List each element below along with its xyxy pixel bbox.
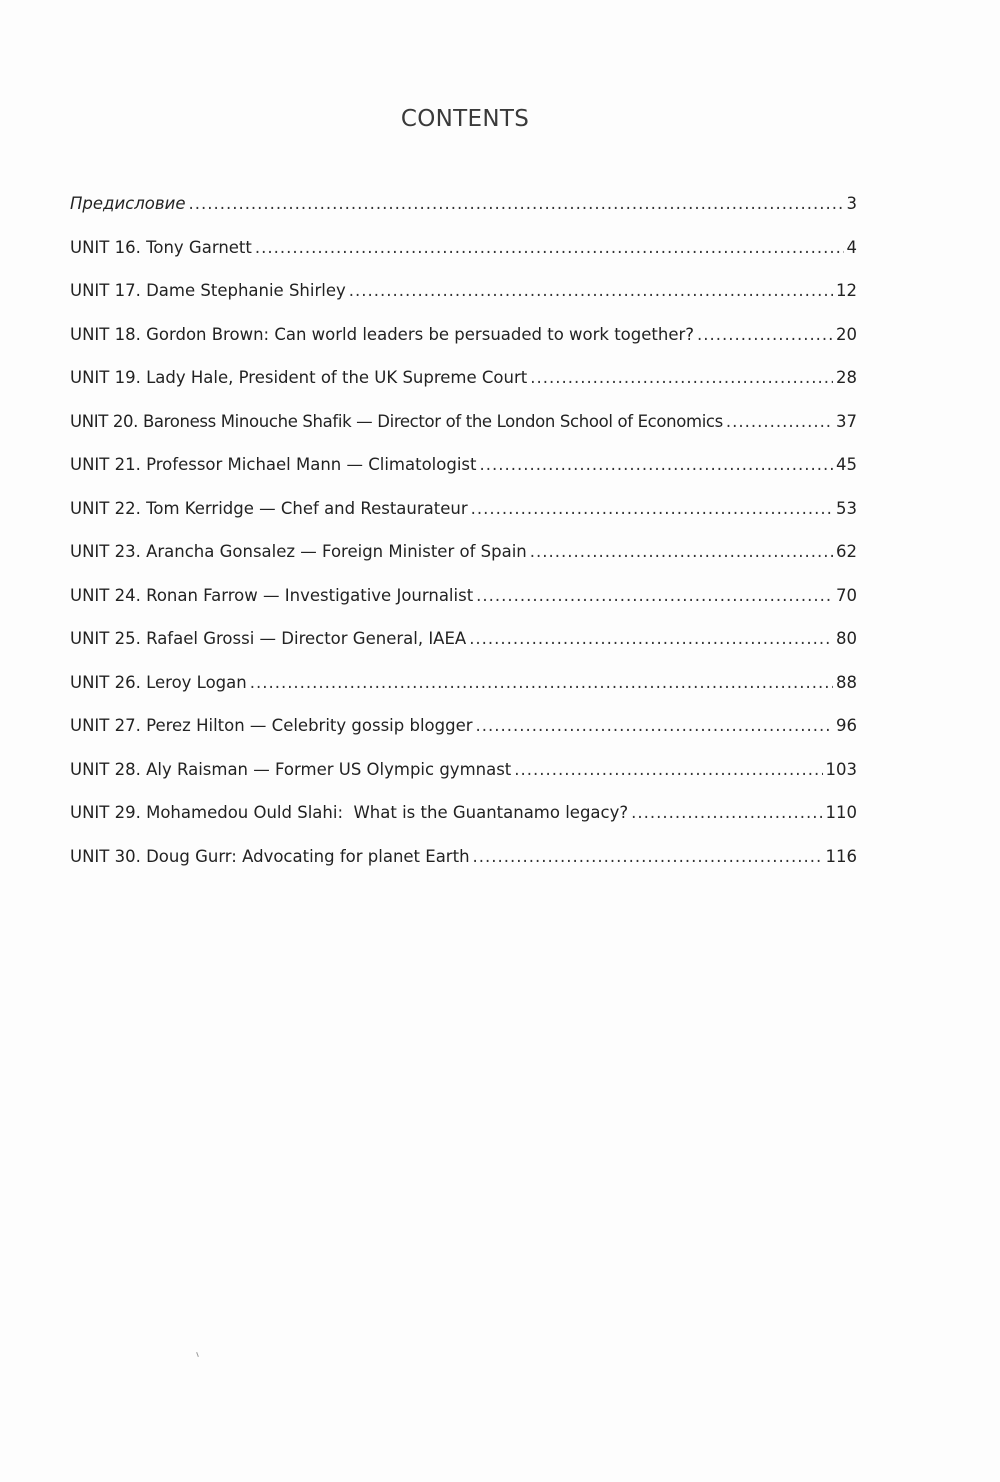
toc-entry-unit-18 — [70, 321, 857, 365]
dot-leader — [250, 669, 833, 697]
toc-entry-label: UNIT 21. Professor Michael Mann — Climatologist — [70, 455, 477, 474]
toc-page-number: 116 — [825, 846, 857, 866]
dot-leader — [697, 321, 833, 349]
toc-page-number: 4 — [846, 237, 857, 257]
table-of-contents — [70, 190, 857, 886]
toc-page-number: 70 — [836, 585, 857, 605]
toc-entry-unit-21 — [70, 451, 857, 495]
toc-entry-unit-30 — [70, 843, 857, 887]
toc-entry-unit-28 — [70, 756, 857, 800]
toc-page-number: 53 — [836, 498, 857, 518]
toc-entry-unit-24 — [70, 582, 857, 626]
toc-entry-unit-23 — [70, 538, 857, 582]
toc-page-number: 20 — [836, 324, 857, 344]
dot-leader — [469, 625, 833, 653]
dot-leader — [349, 277, 833, 305]
toc-entry-label: UNIT 20. Baroness Minouche Shafik — Director of the London School of Economics — [70, 411, 723, 431]
toc-page-number: 45 — [836, 455, 857, 474]
dot-leader — [471, 495, 833, 523]
dot-leader — [514, 756, 822, 784]
dot-leader — [726, 408, 833, 436]
toc-entry-unit-17 — [70, 277, 857, 321]
dot-leader — [530, 538, 833, 566]
toc-entry-label: UNIT 28. Aly Raisman — Former US Olympic gymnast — [70, 759, 512, 779]
toc-entry-label: Предисловие — [70, 194, 186, 213]
toc-entry-label: UNIT 19. Lady Hale, President of the UK Supreme Court — [70, 368, 528, 387]
toc-entry-label: UNIT 27. Perez Hilton — Celebrity gossip blogger — [70, 716, 473, 735]
paper-speck — [196, 1352, 199, 1357]
toc-entry-unit-20 — [70, 408, 857, 452]
toc-page-number: 28 — [836, 368, 857, 387]
toc-entry-label: UNIT 16. Tony Garnett — [70, 237, 252, 257]
toc-entry-preface — [70, 190, 857, 234]
dot-leader — [476, 712, 833, 740]
toc-entry-label: UNIT 18. Gordon Brown: Can world leaders be persuaded to work together? — [70, 324, 695, 344]
toc-page-number: 110 — [825, 803, 857, 822]
toc-entry-unit-29 — [70, 799, 857, 843]
toc-entry-unit-19 — [70, 364, 857, 408]
dot-leader — [479, 451, 833, 479]
dot-leader — [530, 364, 833, 392]
toc-entry-unit-26 — [70, 669, 857, 713]
toc-entry-label: UNIT 24. Ronan Farrow — Investigative Journalist — [70, 585, 474, 605]
toc-entry-unit-16 — [70, 234, 857, 278]
dot-leader — [473, 843, 823, 871]
toc-page-number: 37 — [836, 411, 857, 431]
toc-page-number: 96 — [836, 716, 857, 735]
toc-page-number: 3 — [846, 194, 857, 213]
dot-leader — [631, 799, 822, 827]
toc-entry-unit-27 — [70, 712, 857, 756]
dot-leader — [188, 190, 843, 218]
toc-entry-label: UNIT 17. Dame Stephanie Shirley — [70, 281, 346, 300]
toc-entry-label: UNIT 25. Rafael Grossi — Director General, IAEA — [70, 629, 467, 648]
toc-entry-label: UNIT 30. Doug Gurr: Advocating for planet Earth — [70, 846, 470, 866]
toc-page-number: 88 — [836, 672, 857, 692]
toc-entry-unit-22 — [70, 495, 857, 539]
toc-entry-label: UNIT 23. Arancha Gonsalez — Foreign Minister of Spain — [70, 542, 527, 561]
toc-page-number: 103 — [825, 759, 857, 779]
toc-page-number: 12 — [836, 281, 857, 300]
dot-leader — [476, 582, 833, 610]
toc-page-number: 62 — [836, 542, 857, 561]
dot-leader — [255, 234, 844, 262]
toc-page-number: 80 — [836, 629, 857, 648]
toc-entry-unit-25 — [70, 625, 857, 669]
page-title: CONTENTS — [400, 106, 530, 132]
toc-entry-label: UNIT 26. Leroy Logan — [70, 672, 247, 692]
toc-entry-label: UNIT 29. Mohamedou Ould Slahi: What is the Guantanamo legacy? — [70, 803, 629, 822]
toc-entry-label: UNIT 22. Tom Kerridge — Chef and Restaurateur — [70, 498, 468, 518]
